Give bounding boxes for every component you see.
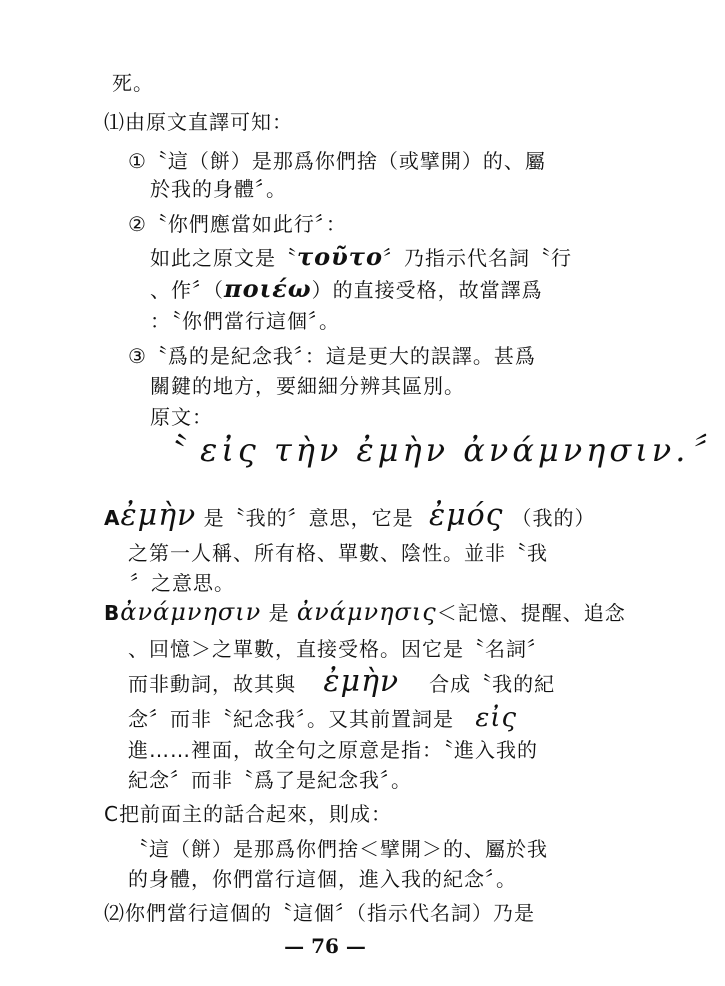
text-segment: 是〝我的〞意思，它是 [203,506,414,530]
text-line: 的身體，你們當行這個，進入我的紀念〞。 [128,867,517,891]
text-segment: 〞乃指示代名詞〝行 [382,246,572,270]
greek-word: ἐμὴν [120,498,197,533]
text-line: 死。 [112,71,154,95]
text-line [128,664,555,702]
text-line: ③〝爲的是紀念我〞：這是更大的誤譯。甚爲 [128,344,536,368]
page-number: — 76 — [284,934,366,958]
text-line [128,702,517,735]
text-segment: 念〞而非〝紀念我〞。又其前置詞是 [128,707,454,731]
text-segment: 而非動詞，故其與 [128,672,296,696]
text-segment: 、作〞（ [150,278,224,302]
text-line: 進……裡面，故全句之原意是指：〝進入我的 [128,738,538,762]
text-line [150,276,543,303]
item-marker: A [104,506,121,530]
text-segment: 是 [268,601,290,625]
greek-quotation: 〝 εἰς τὴν ἐμὴν ἀνάμνησιν.〞 [150,431,725,469]
text-line: ①〝這（餅）是那爲你們捨（或擘開）的、屬 [128,149,546,173]
greek-word: ἐμός [429,498,504,533]
text-segment: ）的直接受格，故當譯爲 [311,278,543,302]
text-segment: （我的） [511,506,596,530]
text-line [104,594,626,631]
text-segment: ＜記憶、提醒、追念 [436,601,626,625]
text-segment: 如此之原文是〝 [150,246,297,270]
item-marker: B [104,601,121,625]
text-line: ②〝你們應當如此行〞： [128,212,347,236]
greek-word: ποιέω [224,274,312,303]
text-line: 關鍵的地方，要細細分辨其區別。 [150,374,465,398]
text-line: 〞之意思。 [130,571,235,595]
greek-word: τοῦτο [297,242,383,271]
text-segment: 合成〝我的紀 [429,672,556,696]
text-line: 〝這（餅）是那爲你們捨＜擘開＞的、屬於我 [128,837,548,861]
text-line: 之第一人稱、所有格、單數、陰性。並非〝我 [128,541,548,565]
text-line: 、回憶＞之單數，直接受格。因它是〝名詞〞 [128,637,548,661]
greek-word: ἀνάμνησις [296,598,437,626]
greek-word: εἰς [475,703,518,733]
text-line: 於我的身體〞。 [150,177,287,201]
section-heading-1: ⑴由原文直譯可知： [104,110,293,134]
text-line: 原文： [150,405,213,429]
text-line: ：〝你們當行這個〞。 [150,309,340,333]
section-heading-c: C把前面主的話合起來，則成： [104,802,392,826]
text-line [104,498,595,536]
text-line: 紀念〞而非〝爲了是紀念我〞。 [128,768,412,792]
text-line [150,244,572,271]
greek-word: ἀνάμνησιν [120,598,262,626]
section-heading-2: ⑵你們當行這個的〝這個〞（指示代名詞）乃是 [104,901,535,925]
greek-word: ἐμὴν [323,664,400,699]
